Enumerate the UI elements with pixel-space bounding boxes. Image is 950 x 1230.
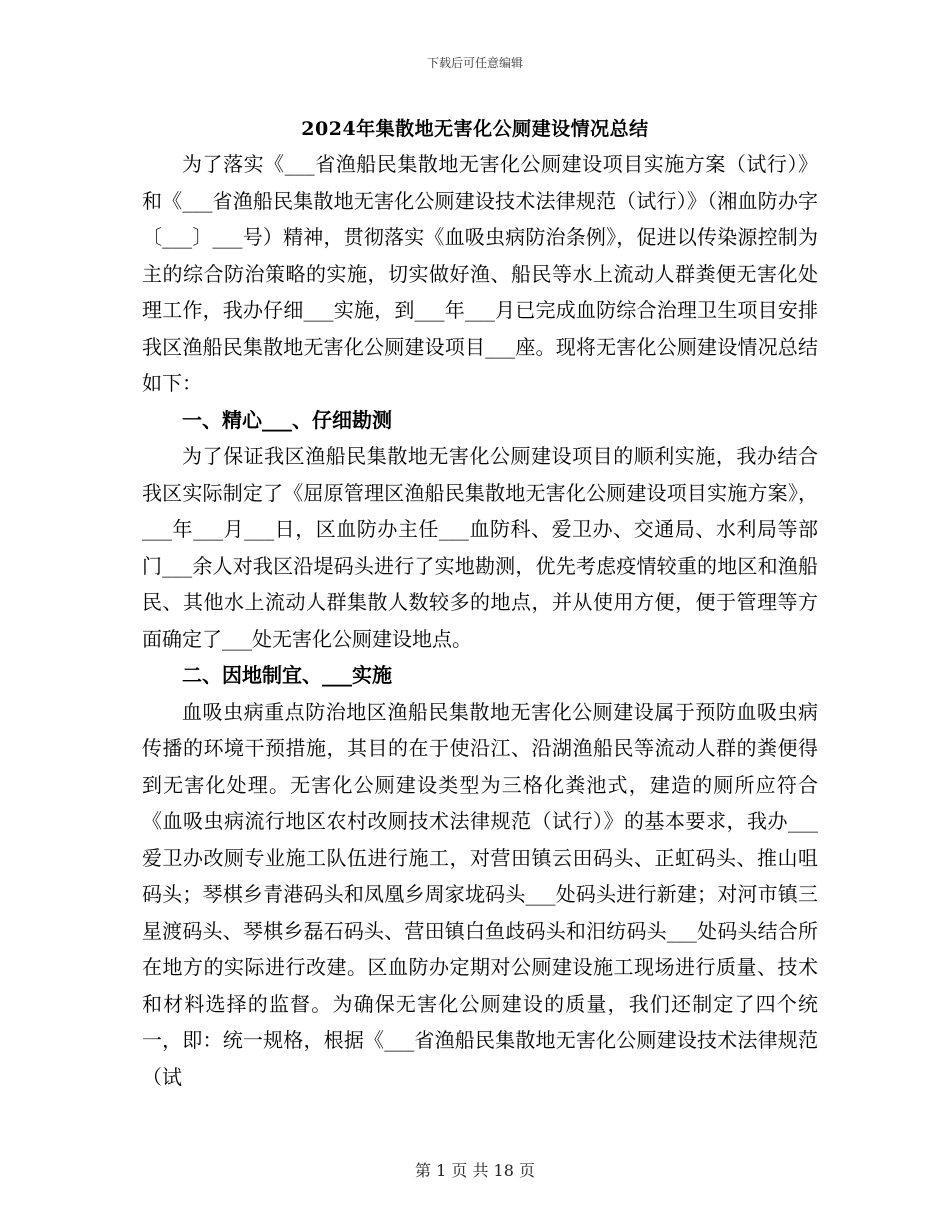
section-paragraph-2: 血吸虫病重点防治地区渔船民集散地无害化公厕建设属于预防血吸虫病传播的环境干预措施，其目的在于使沿江、沿湖渔船民等流动人群的粪便得到无害化处理。无害化公厕建设类型为三格化粪池式，建造的厕所应符合《血吸虫病流行地区农村改厕技术法律规范（试行）》的基本要求，我办___爱卫办改厕专业施工队伍进行施工，对营田镇云田码头、正虹码头、推山咀码头；琴棋乡青港码头和凤凰乡周家垅码头___处码头进行新建；对河市镇三星渡码头、琴棋乡磊石码头、营田镇白鱼歧码头和汨纺码头___处码头结合所在地方的实际进行改建。区血防办定期对公厕建设施工现场进行质量、技术和材料选择的监督。为确保无害化公厕建设的质量，我们还制定了四个统一，即：统一规格，根据《___省渔船民集散地无害化公厕建设技术法律规范（试 bbox=[142, 699, 818, 1089]
section-heading-1: 一、精心___、仔细勘测 bbox=[182, 407, 392, 432]
intro-paragraph: 为了落实《___省渔船民集散地无害化公厕建设项目实施方案（试行）》和《___省渔船民集散地无害化公厕建设技术法律规范（试行）》（湘血防办字〔___〕___号）精神，贯彻落实《血吸虫病防治条例》，促进以传染源控制为主的综合防治策略的实施，切实做好渔、船民等水上流动人群粪便无害化处理工作，我办仔细___实施，到___年___月已完成血防综合治理卫生项目安排我区渔船民集散地无害化公厕建设项目___座。现将无害化公厕建设情况总结如下： bbox=[142, 152, 818, 395]
document-title: 2024年集散地无害化公厕建设情况总结 bbox=[301, 118, 649, 140]
document-body bbox=[142, 146, 818, 1095]
page-header-note: 下载后可任意编辑 bbox=[426, 56, 523, 70]
section-heading-2: 二、因地制宜、___实施 bbox=[182, 663, 392, 687]
section-paragraph-1: 为了保证我区渔船民集散地无害化公厕建设项目的顺利实施，我办结合我区实际制定了《屈原管理区渔船民集散地无害化公厕建设项目实施方案》，___年___月___日，区血防办主任___血防科、爱卫办、交通局、水利局等部门___余人对我区沿堤码头进行了实地勘测，优先考虑疫情较重的地区和渔船民、其他水上流动人群集散人数较多的地点，并从使用方便，便于管理等方面确定了___处无害化公厕建设地点。 bbox=[142, 444, 818, 651]
page-footer: 第 1 页 共 18 页 bbox=[415, 1161, 535, 1180]
